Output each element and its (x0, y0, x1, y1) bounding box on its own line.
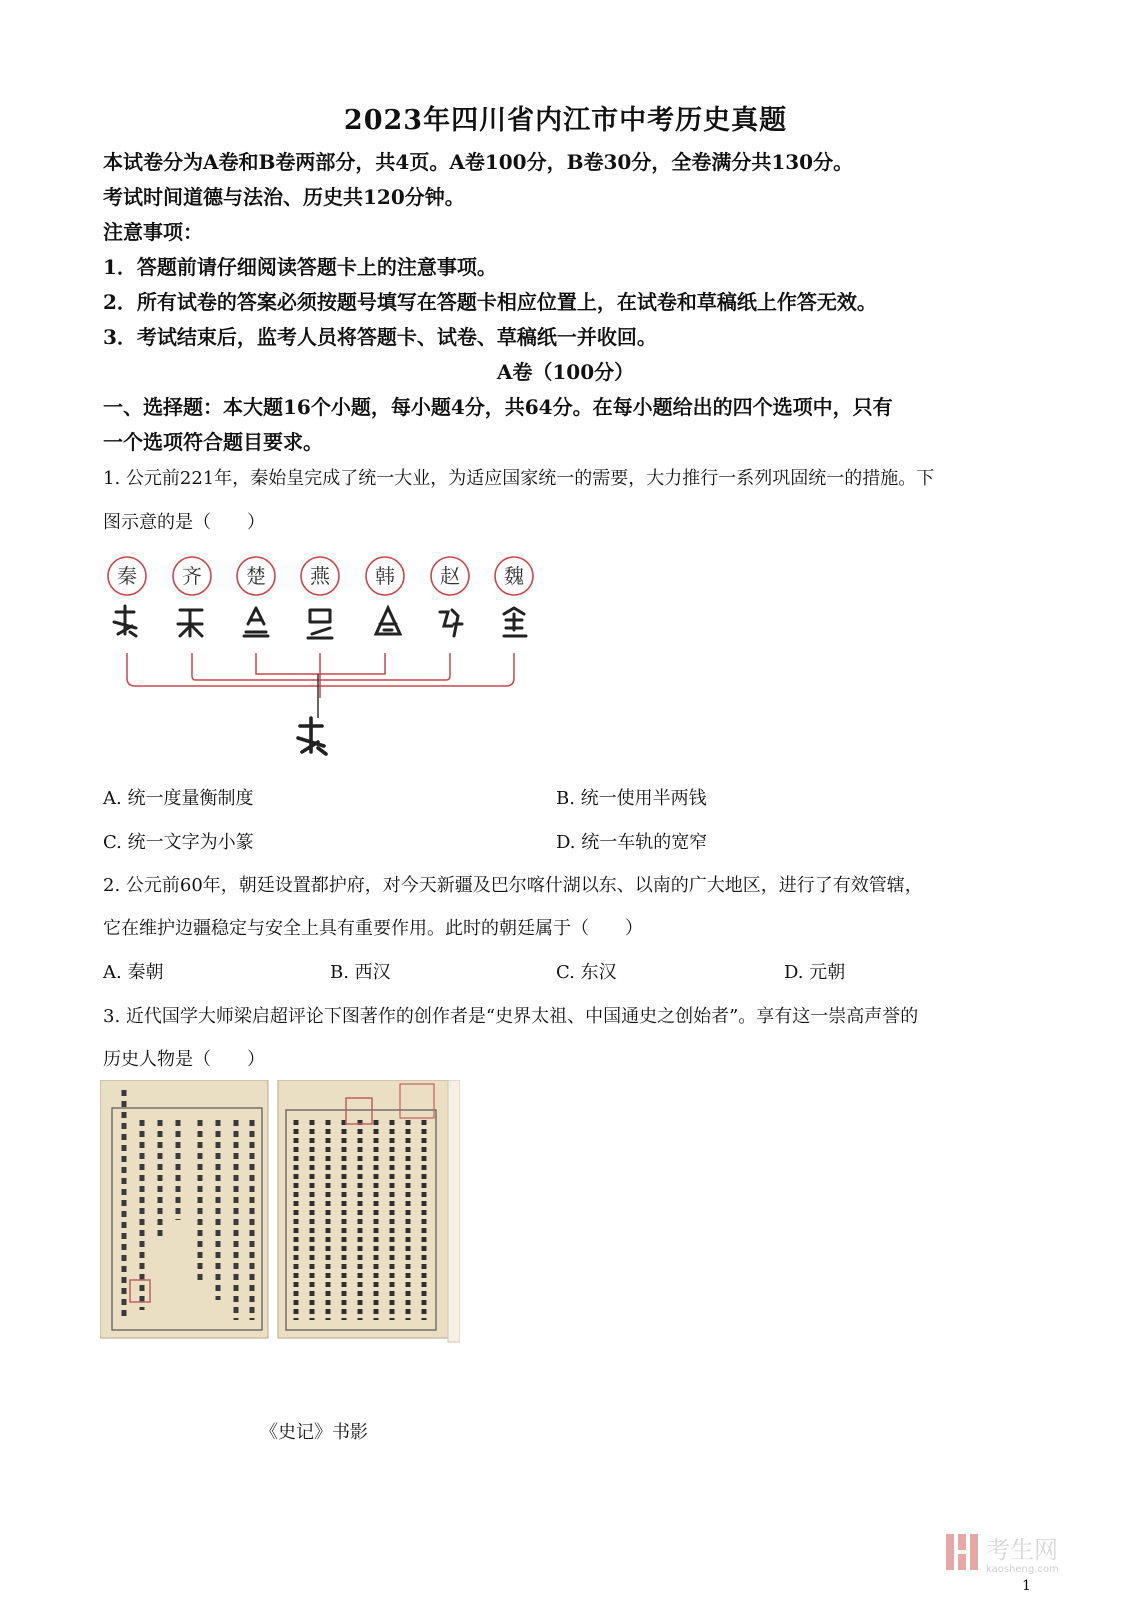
glyph-yan (308, 610, 332, 638)
q1-stem-line2: 图示意的是（ ） (103, 512, 265, 533)
glyph-zhao (440, 610, 462, 636)
section-a-heading: A卷（100分） (496, 360, 635, 384)
q1-option-c[interactable]: C. 统一文字为小篆 (103, 832, 254, 853)
q3-stem-line2: 历史人物是（ ） (103, 1049, 265, 1070)
svg-text:楚: 楚 (246, 564, 266, 588)
glyph-han (376, 608, 400, 634)
q3-stem-line1: 3. 近代国学大师梁启超评论下图著作的创作者是“史界太祖、中国通史之创始者”。享有这一崇高声誉的 (103, 1006, 919, 1027)
q3-figure-caption: 《史记》书影 (260, 1422, 368, 1443)
q2-stem-line2: 它在维护边疆稳定与安全上具有重要作用。此时的朝廷属于（ ） (103, 918, 643, 939)
state-circle-wei (495, 557, 533, 595)
glyph-wei (504, 608, 526, 636)
q1-option-b[interactable]: B. 统一使用半两钱 (556, 788, 707, 809)
svg-text:赵: 赵 (440, 564, 460, 588)
state-circle-chu (237, 557, 275, 595)
svg-text:考生网: 考生网 (986, 1536, 1058, 1564)
q2-option-b[interactable]: B. 西汉 (330, 962, 391, 983)
connector-lines (127, 653, 514, 698)
q1-stem-line1: 1. 公元前221年，秦始皇完成了统一大业，为适应国家统一的需要，大力推行一系列巩固统一的措施。下 (103, 468, 935, 489)
ancient-glyph-row (114, 606, 526, 638)
svg-text:齐: 齐 (182, 564, 202, 588)
state-circle-qi (173, 557, 211, 595)
q1-option-a[interactable]: A. 统一度量衡制度 (103, 788, 254, 809)
svg-text:魏: 魏 (504, 564, 524, 588)
intro-line-1: 本试卷分为A卷和B卷两部分，共4页。A卷100分，B卷30分，全卷满分共130分。 (103, 150, 854, 174)
glyph-xiaozhuan-result (298, 718, 326, 754)
glyph-qin (114, 606, 136, 636)
notice-item-2: 2．所有试卷的答案必须按题号填写在答题卡相应位置上，在试卷和草稿纸上作答无效。 (103, 290, 877, 314)
svg-text:kaosheng.com: kaosheng.com (986, 1564, 1059, 1574)
logo-mark-icon (946, 1534, 978, 1570)
page-title: 2023年四川省内江市中考历史真题 (343, 105, 788, 136)
state-circle-han (366, 557, 404, 595)
q2-option-a[interactable]: A. 秦朝 (103, 962, 164, 983)
q2-stem-line1: 2. 公元前60年，朝廷设置都护府，对今天新疆及巴尔喀什湖以东、以南的广大地区，进行了有效管辖， (103, 875, 923, 896)
state-circle-qin (108, 557, 146, 595)
notice-item-1: 1．答题前请仔细阅读答题卡上的注意事项。 (103, 255, 497, 279)
state-circle-yan (301, 557, 339, 595)
book-page-right (278, 1080, 448, 1338)
page-number: 1 (1022, 1578, 1031, 1594)
glyph-chu (244, 608, 268, 636)
q1-option-d[interactable]: D. 统一车轨的宽窄 (556, 832, 708, 853)
book-page-left (100, 1080, 268, 1338)
glyph-qi (178, 610, 202, 636)
q1-script-unification-figure (100, 548, 560, 778)
state-circle-zhao (431, 557, 469, 595)
svg-text:燕: 燕 (310, 564, 330, 588)
svg-text:韩: 韩 (375, 564, 395, 588)
part1-instructions-line2: 一个选项符合题目要求。 (103, 430, 323, 454)
notice-item-3: 3．考试结束后，监考人员将答题卡、试卷、草稿纸一并收回。 (103, 325, 657, 349)
notice-title: 注意事项： (103, 220, 203, 244)
shiji-book-image (100, 1080, 460, 1370)
part1-instructions-line1: 一、选择题：本大题16个小题，每小题4分，共64分。在每小题给出的四个选项中，只有 (103, 395, 893, 419)
svg-text:秦: 秦 (117, 564, 137, 588)
site-watermark-logo (946, 1530, 1096, 1574)
intro-line-2: 考试时间道德与法治、历史共120分钟。 (103, 185, 465, 209)
book-scroll-edge (448, 1080, 460, 1342)
q2-option-d[interactable]: D. 元朝 (784, 962, 846, 983)
q2-option-c[interactable]: C. 东汉 (556, 962, 617, 983)
